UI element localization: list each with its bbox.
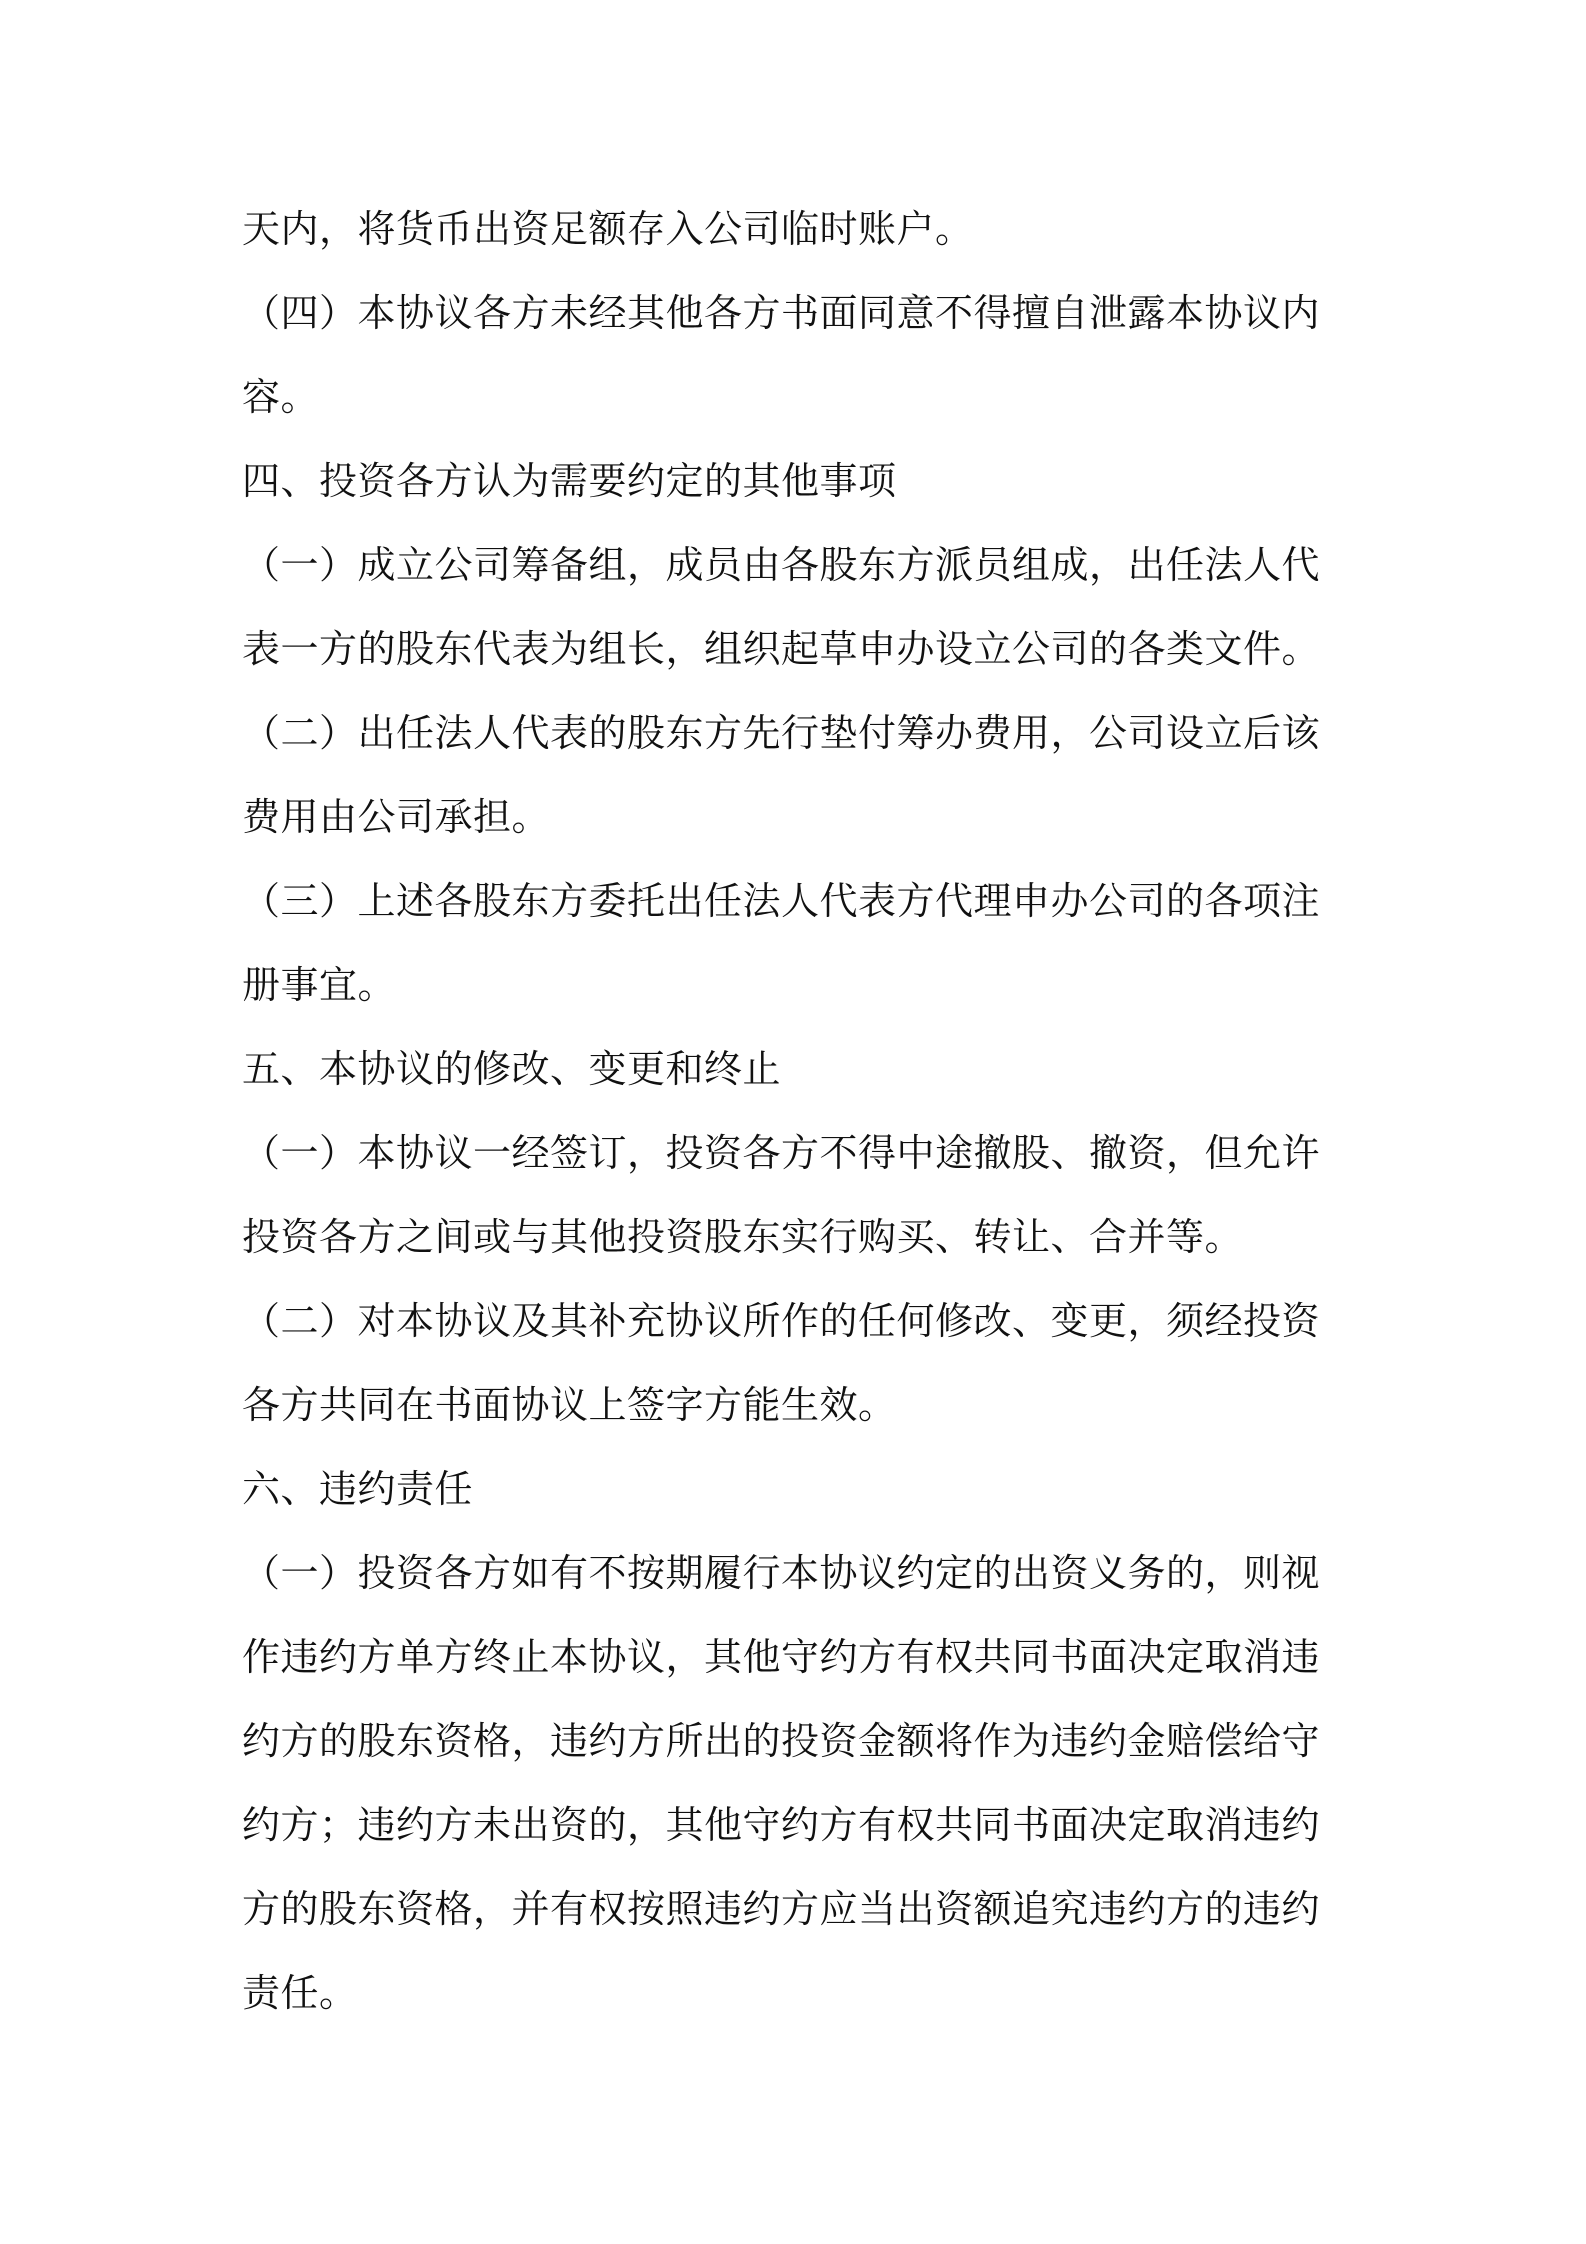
section-heading-4: 四、投资各方认为需要约定的其他事项 [242,459,897,503]
text-line-13: 投资各方之间或与其他投资股东实行购买、转让、合并等。 [242,1215,1244,1259]
text-line-5: （一）成立公司筹备组，成员由各股东方派员组成，出任法人代 [242,543,1321,587]
text-line-1: 天内，将货币出资足额存入公司临时账户。 [242,207,974,251]
text-line-8: 费用由公司承担。 [242,795,551,839]
text-line-2: （四）本协议各方未经其他各方书面同意不得擅自泄露本协议内 [242,291,1321,335]
section-heading-5: 五、本协议的修改、变更和终止 [242,1047,782,1091]
text-line-18: 作违约方单方终止本协议，其他守约方有权共同书面决定取消违 [242,1635,1321,1679]
text-line-3: 容。 [242,375,320,419]
text-line-14: （二）对本协议及其补充协议所作的任何修改、变更，须经投资 [242,1299,1321,1343]
text-line-19: 约方的股东资格，违约方所出的投资金额将作为违约金赔偿给守 [242,1719,1321,1763]
text-line-21: 方的股东资格，并有权按照违约方应当出资额追究违约方的违约 [242,1887,1321,1931]
text-line-20: 约方；违约方未出资的，其他守约方有权共同书面决定取消违约 [242,1803,1321,1847]
section-heading-6: 六、违约责任 [242,1467,474,1511]
text-line-12: （一）本协议一经签订，投资各方不得中途撤股、撤资，但允许 [242,1131,1321,1175]
text-line-10: 册事宜。 [242,963,397,1007]
text-line-7: （二）出任法人代表的股东方先行垫付筹办费用，公司设立后该 [242,711,1321,755]
text-line-9: （三）上述各股东方委托出任法人代表方代理申办公司的各项注 [242,879,1321,923]
text-line-17: （一）投资各方如有不按期履行本协议约定的出资义务的，则视 [242,1551,1321,1595]
text-line-22: 责任。 [242,1971,358,2015]
text-line-6: 表一方的股东代表为组长，组织起草申办设立公司的各类文件。 [242,627,1321,671]
text-line-15: 各方共同在书面协议上签字方能生效。 [242,1383,897,1427]
